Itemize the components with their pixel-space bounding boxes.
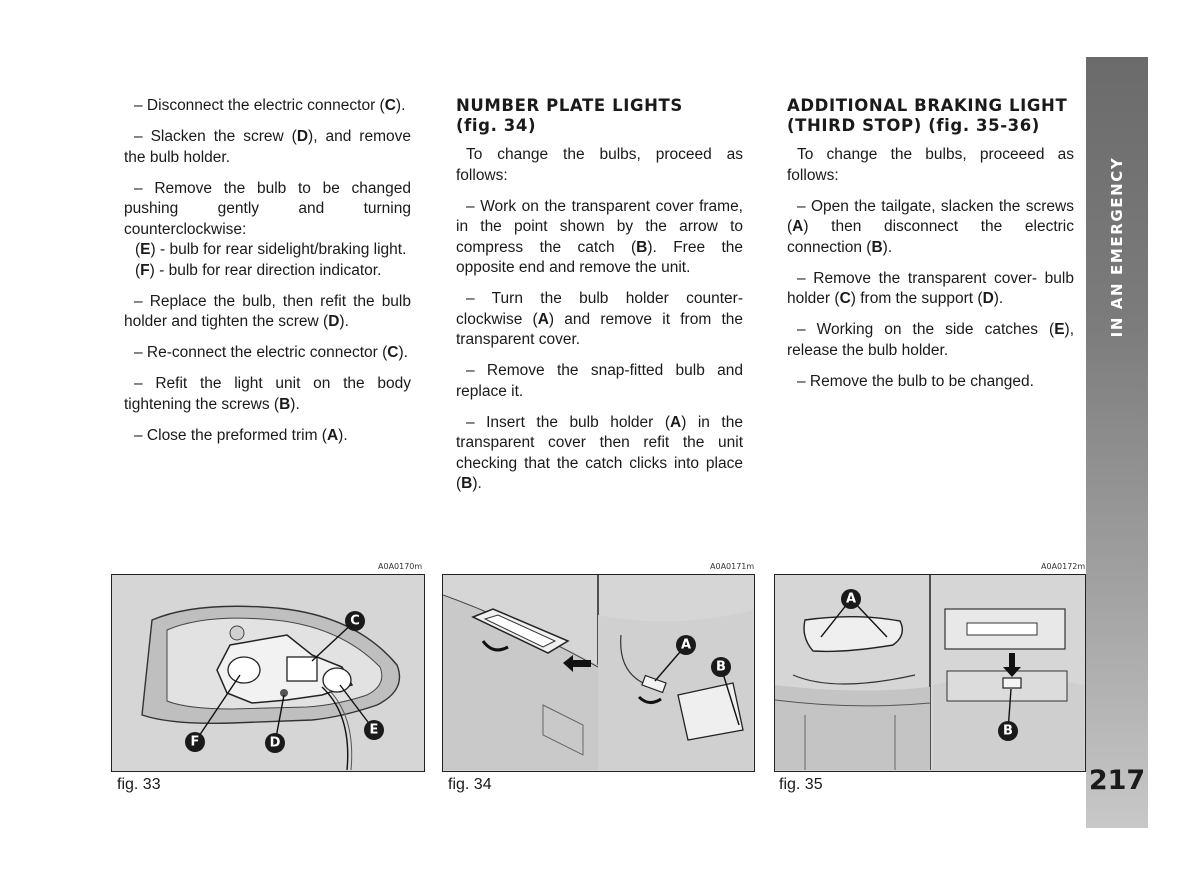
intro-text: To change the bulbs, proceed as follows: <box>456 146 743 184</box>
instruction-close-trim: – Close the preformed trim (A). <box>134 426 348 444</box>
section-sidebar <box>1086 57 1148 828</box>
left-text-column <box>124 96 411 457</box>
instruction-remove-cover: – Remove the transparent cover- bulb holder (C) from the support (D). <box>787 269 1074 307</box>
bulb-f-description: (F) - bulb for rear direction indicator. <box>135 261 382 279</box>
number-plate-light-illustration <box>443 575 753 770</box>
svg-text:D: D <box>269 735 281 751</box>
instruction-insert-bulb-holder: – Insert the bulb holder (A) in the transparent cover then refit the unit checking that the catch clicks into place (B). <box>456 413 743 492</box>
third-stop-light-illustration <box>775 575 1084 770</box>
instruction-reconnect-connector: – Re-connect the electric connector (C). <box>134 344 408 361</box>
figure-caption: fig. 33 <box>117 776 161 793</box>
page-number: 217 <box>1088 765 1146 796</box>
instruction-work-on-cover-frame: – Work on the transparent cover frame, in the point shown by the arrow to compress the catch (B). Free the opposite end and remove the unit. <box>456 197 744 276</box>
figure-code: A0A0171m <box>710 562 755 571</box>
figure-caption: fig. 34 <box>448 776 492 793</box>
instruction-turn-bulb-holder: – Turn the bulb holder counter-clockwise (A) and remove it from the transparent cover. <box>456 290 743 348</box>
svg-text:F: F <box>190 734 200 750</box>
figure-caption: fig. 35 <box>779 776 823 793</box>
figure-34 <box>442 574 755 772</box>
figure-35 <box>774 574 1086 772</box>
svg-text:A: A <box>680 637 692 653</box>
svg-text:C: C <box>350 613 360 629</box>
tail-light-illustration <box>112 575 423 770</box>
instruction-disconnect-connector: – Disconnect the electric connector (C). <box>134 97 406 114</box>
figure-code: A0A0172m <box>1041 562 1086 571</box>
number-plate-lights-heading: NUMBER PLATE LIGHTS (fig. 34) <box>456 96 683 135</box>
instruction-open-tailgate: – Open the tailgate, slacken the screws (A) then disconnect the electric connection (B). <box>787 197 1074 256</box>
svg-text:B: B <box>716 659 726 675</box>
svg-text:A: A <box>845 591 857 607</box>
instruction-slacken-screw: – Slacken the screw (D), and remove the bulb holder. <box>124 128 411 166</box>
instruction-remove-bulb: – Remove the bulb to be changed. <box>797 372 1034 390</box>
bulb-e-description: (E) - bulb for rear sidelight/braking light. <box>135 241 407 258</box>
middle-text-column <box>456 96 743 505</box>
braking-light-heading: ADDITIONAL BRAKING LIGHT (THIRD STOP) (fig. 35-36) <box>787 96 1068 135</box>
instruction-remove-snap-bulb: – Remove the snap-fitted bulb and replace it. <box>456 362 743 400</box>
section-title: IN AN EMERGENCY <box>1108 156 1126 338</box>
instruction-refit-light-unit: – Refit the light unit on the body tightening the screws (B). <box>124 375 411 413</box>
svg-text:B: B <box>1003 723 1013 739</box>
instruction-side-catches: – Working on the side catches (E), release the bulb holder. <box>787 321 1074 359</box>
intro-text: To change the bulbs, proceeed as follows: <box>787 146 1074 184</box>
instruction-replace-bulb: – Replace the bulb, then refit the bulb holder and tighten the screw (D). <box>124 292 411 330</box>
figure-33 <box>111 574 425 772</box>
instruction-remove-bulb: – Remove the bulb to be changed pushing gently and turning counterclockwise: <box>124 179 411 238</box>
svg-text:E: E <box>369 722 379 738</box>
right-text-column <box>787 96 1074 403</box>
figure-code: A0A0170m <box>378 562 423 571</box>
